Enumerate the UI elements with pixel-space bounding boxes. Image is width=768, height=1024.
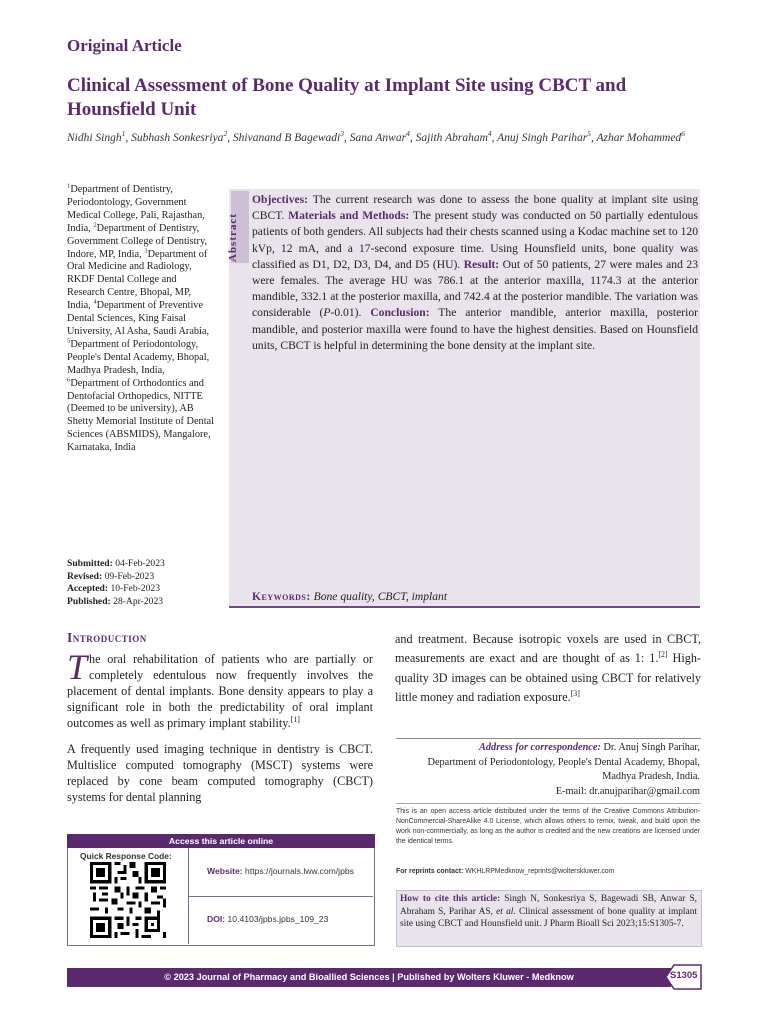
author-list: Nidhi Singh$^1$, Subhash Sonkesriya$^2$, Shivanand B Bagewadi$^3$, Sana Anwar$^4$, Sajith Abraham$^4$, Anuj Singh Parihar$^5$, Azhar Mohammed$^6$	[67, 129, 685, 144]
introduction-paragraph-2: A frequently used imaging technique in dentistry is CBCT. Multislice computed tomography (MSCT) systems were replaced by cone beam computed tomography (CBCT) systems for dental planning	[67, 742, 373, 805]
correspondence-rule	[396, 738, 701, 739]
article-type: Original Article	[67, 36, 182, 55]
author: Sana Anwar$^4$	[349, 129, 410, 144]
qr-code-icon[interactable]	[90, 862, 166, 938]
abstract-text: Objectives: The current research was done to assess the bone quality at implant site using CBCT. Materials and Methods: The present study was conducted on 50 partially edentulous patients of both genders. All subjects had their chests scanned using a Kodac machine set to 120 kVp, 12 mA, and a 17-second exposure time. Using Hounsfield units, bone quality was classified as D1, D2, D3, D4, and D5 (HU). Result: Out of 50 patients, 27 were males and 23 were females. The average HU was 786.1 at the anterior maxilla, 1174.3 at the anterior mandible, 332.1 at the posterior maxilla, and 742.4 at the posterior mandible. The variation was considerable (P-0.01). Conclusion: The anterior mandible, anterior maxilla, posterior mandible, and posterior maxilla were found to have the highest densities. Based on Hounsfield units, CBCT is helpful in determining the bone density at the implant site.	[252, 193, 698, 352]
author: Sajith Abraham$^4$	[415, 129, 492, 144]
license-rule	[396, 803, 701, 804]
author: Azhar Mohammed$^6$	[596, 129, 685, 144]
author: Subhash Sonkesriya$^2$	[131, 129, 228, 144]
correspondence-address: Address for correspondence: Dr. Anuj Singh Parihar, Department of Periodontology, People's Dental Academy, Bhopal, Madhya Pradesh, India. E-mail: dr.anujparihar@gmail.com	[396, 741, 700, 800]
keywords: Keywords: Bone quality, CBCT, implant	[252, 590, 448, 603]
author: Anuj Singh Parihar$^5$	[497, 129, 591, 144]
author: Shivanand B Bagewadi$^3$	[232, 129, 344, 144]
access-divider-horizontal	[189, 896, 373, 897]
introduction-continued: and treatment. Because isotropic voxels are used in CBCT, measurements are exact and are thought of as 1: 1.[2] High-quality 3D images can be obtained using CBCT for relatively little money and radiation exposure.[3]	[395, 632, 701, 704]
affiliations: $^1$Department of Dentistry, Periodontology, Government Medical College, Pali, Rajasthan, India, $^2$Department of Dentistry, Government College of Dentistry, Indore, MP, India, $^3$Department of Oral Medicine and Radiology, RKDF Dental College and Research Centre, Bhopal, MP, India, $^4$Department of Preventive Dental Sciences, King Faisal University, Al Asha, Saudi Arabia, $^5$Department of Periodontology, People's Dental Academy, Bhopal, Madhya Pradesh, India, $^6$Department of Orthodontics and Dentofacial Orthopedics, NITTE (Deemed to be university), AB Shetty Memorial Institute of Dental Sciences (ABSMIDS), Mangalore, Karnataka, India	[67, 182, 214, 454]
page-number: S1305	[670, 970, 698, 981]
introduction-heading: Introduction	[67, 630, 147, 645]
footer-text: © 2023 Journal of Pharmacy and Bioallied Sciences | Published by Wolters Kluwer - Medknow	[164, 972, 574, 982]
author: Nidhi Singh$^1$	[67, 129, 126, 144]
license-text: This is an open access article distributed under the terms of the Creative Commons Attribution-NonCommercial-ShareAlike 4.0 License, which allows others to remix, tweak, and build upon the work non-commercially, as long as the author is credited and the new creations are licensed under the identical terms.	[396, 808, 700, 845]
qr-label: Quick Response Code:	[80, 851, 172, 861]
abstract-label: Abstract	[227, 213, 239, 262]
correspondence-email[interactable]: E-mail: dr.anujparihar@gmail.com	[555, 786, 700, 798]
introduction-paragraph: The oral rehabilitation of patients who are partially or completely edentulous now frequently involves the placement of dental implants. Bone density appears to play a significant role in both the predictability of oral implant outcomes as well as primary implant stability.[1]	[67, 647, 373, 731]
reprints-contact: For reprints contact: WKHLRPMedknow_reprints@wolterskluwer.com	[396, 868, 615, 875]
publication-dates: Submitted: 04-Feb-2023 Revised: 09-Feb-2023 Accepted: 10-Feb-2023 Published: 28-Apr-2023	[67, 558, 165, 608]
citation-text: How to cite this article: Singh N, Sonkesriya S, Bagewadi SB, Anwar S, Abraham S, Parihar AS, et al. Clinical assessment of bone quality at implant site using CBCT and Hounsfield unit. J Pharm Bioall Sci 2023;15:S1305-7.	[400, 894, 698, 929]
website-link[interactable]: Website: https://journals.lww.com/jpbs	[207, 866, 354, 876]
drop-cap: T	[67, 647, 88, 687]
article-title: Clinical Assessment of Bone Quality at Implant Site using CBCT and Hounsfield Unit	[67, 75, 627, 120]
access-online-header: Access this article online	[67, 834, 375, 848]
doi-link[interactable]: DOI: 10.4103/jpbs.jpbs_109_23	[207, 914, 329, 924]
